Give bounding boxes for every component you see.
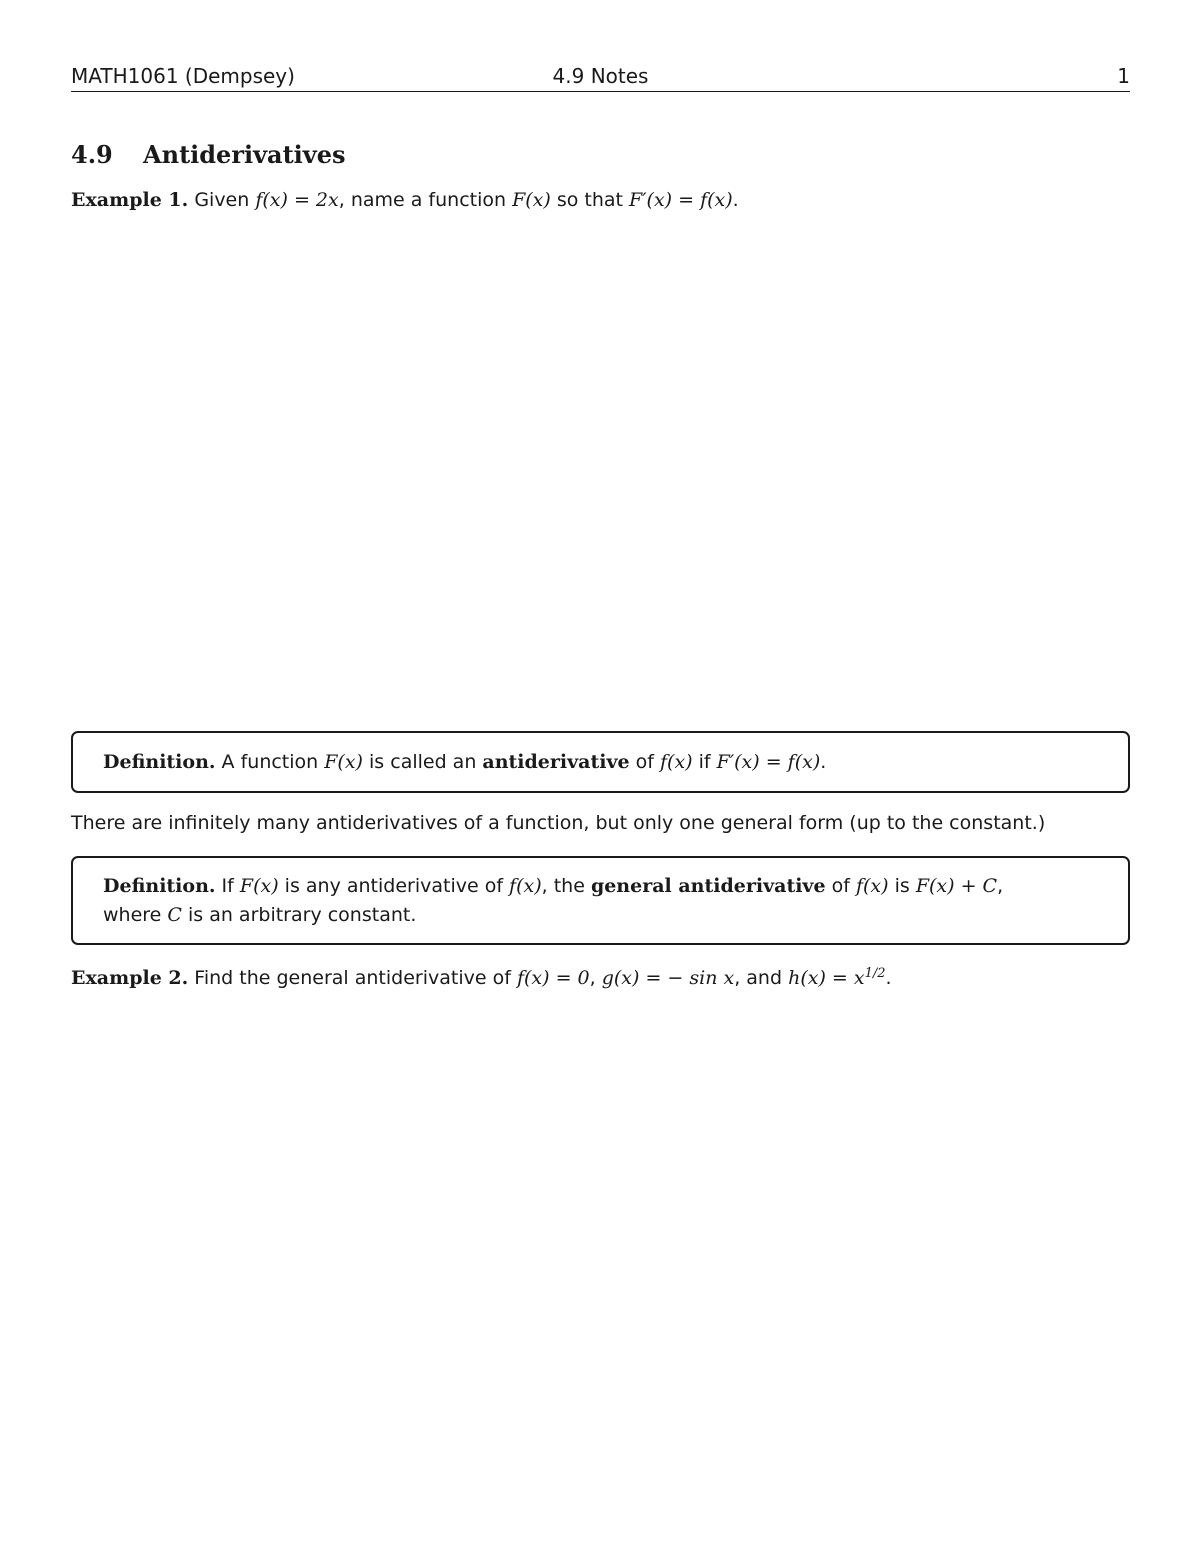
definition-2-fragment: ,	[997, 875, 1004, 897]
example-1-lead: Example 1.	[71, 189, 189, 211]
definition-2-line-1	[103, 872, 1003, 900]
definition-2-math: C	[167, 904, 182, 926]
example-2-exponent: 1/2	[864, 966, 886, 981]
definition-2-fragment: is	[888, 875, 916, 897]
definition-1-fragment: is called an	[362, 751, 483, 773]
example-1	[71, 186, 739, 214]
example-1-text: , name a function	[338, 189, 513, 211]
example-1-text: so that	[550, 189, 630, 211]
section-number: 4.9	[71, 140, 113, 169]
definition-2-fragment: If	[215, 875, 240, 897]
definition-2-math: F(x) + C	[915, 875, 998, 897]
example-2	[71, 964, 892, 992]
example-2-text: Find the general antiderivative of	[188, 967, 517, 989]
definition-2-fragment: of	[825, 875, 856, 897]
definition-1-text	[103, 748, 826, 776]
example-2-text: ,	[589, 967, 602, 989]
example-2-text: .	[885, 967, 892, 989]
definition-2-math: f(x)	[855, 875, 889, 897]
example-2-text: , and	[734, 967, 789, 989]
definition-2-fragment: , the	[541, 875, 591, 897]
definition-box-general-antiderivative	[71, 856, 1130, 945]
definition-box-antiderivative	[71, 731, 1130, 793]
example-1-math: F′(x) = f(x)	[629, 189, 733, 211]
definition-1-fragment: A function	[215, 751, 325, 773]
example-2-math: f(x) = 0	[516, 967, 590, 989]
definition-2-math: f(x)	[509, 875, 542, 897]
running-header	[71, 62, 1130, 90]
definition-1-math: F(x)	[324, 751, 363, 773]
example-2-lead: Example 2.	[71, 967, 189, 989]
example-1-text: Given	[194, 189, 256, 211]
page-number: 1	[1117, 64, 1130, 88]
definition-2-line-2	[103, 901, 416, 929]
definition-1-fragment: of	[629, 751, 661, 773]
example-2-math: h(x) = x	[788, 967, 865, 989]
definition-1-fragment: if	[692, 751, 717, 773]
definition-1-fragment: .	[820, 751, 827, 773]
definition-2-fragment: is any antiderivative of	[278, 875, 510, 897]
definition-2-math: F(x)	[239, 875, 279, 897]
example-1-text: .	[732, 189, 739, 211]
definition-1-math: f(x)	[660, 751, 693, 773]
remark-paragraph: There are infinitely many antiderivatives of a function, but only one general form (up to the constant.)	[71, 812, 1046, 834]
definition-2-term: general antiderivative	[590, 875, 826, 897]
header-rule	[71, 91, 1130, 92]
definition-2-fragment: is an arbitrary constant.	[181, 904, 417, 926]
example-1-math: f(x) = 2x	[255, 189, 339, 211]
notes-label: 4.9 Notes	[552, 64, 649, 88]
course-label: MATH1061 (Dempsey)	[71, 64, 295, 88]
definition-2-fragment: where	[103, 904, 168, 926]
definition-1-lead: Definition.	[103, 751, 216, 773]
example-1-math: F(x)	[512, 189, 551, 211]
definition-2-lead: Definition.	[103, 875, 216, 897]
definition-1-math: F′(x) = f(x)	[716, 751, 821, 773]
section-name: Antiderivatives	[143, 140, 346, 169]
section-title	[71, 138, 346, 172]
definition-1-term: antiderivative	[482, 751, 630, 773]
example-2-math: g(x) = − sin x	[601, 967, 735, 989]
